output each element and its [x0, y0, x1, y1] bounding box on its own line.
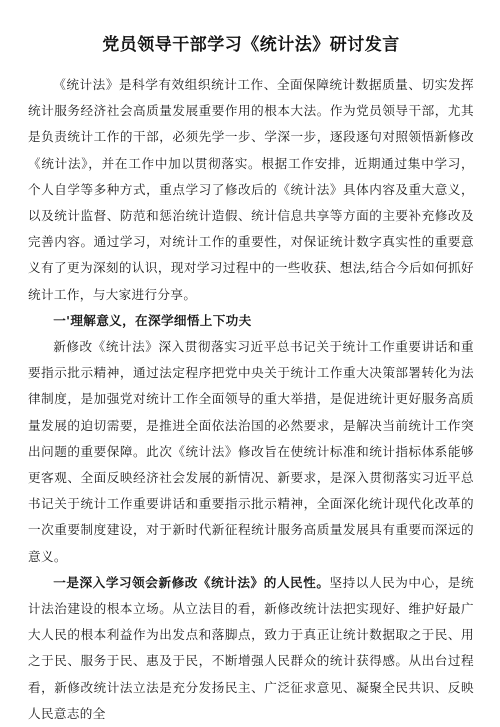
point-1-body: 坚持以人民为中心，是统计法治建设的根本立场。从立法目的看，新修改统计法把实现好、维护好最广大人民的根本利益作为出发点和落脚点，致力于真正让统计数据取之于民、用之于民、服务于民、惠及于民，不断增强人民群众的统计获得感。从出台过程看，新修改统计法立法是充分发扬民主、广泛征求意见、凝聚全民共识、反映人民意志的全 [28, 574, 474, 721]
point-1-lead: 一是深入学习领会新修改《统计法》的人民性。 [53, 574, 330, 590]
section-heading-1: 一'理解意义，在深学细悟上下功夫 [53, 312, 252, 328]
point-1-paragraph [28, 570, 474, 727]
section-1-paragraph: 新修改《统计法》深入贯彻落实习近平总书记关于统计工作重要讲话和重要指示批示精神，通过法定程序把党中央关于统计工作重大决策部署转化为法律制度，是加强党对统计工作全面领导的重大举措，是促进统计更好服务高质量发展的迫切需要，是推进全面依法治国的必然要求，是解决当前统计工作突出问题的重要保障。此次《统计法》修改旨在使统计标准和统计指标体系能够更客观、全面反映经济社会发展的新情况、新要求，是深入贯彻落实习近平总书记关于统计工作重要讲话和重要指示批示精神，全面深化统计现代化改革的一次重要制度建设，对于新时代新征程统计服务高质量发展具有重要而深远的意义。 [28, 339, 474, 564]
intro-paragraph: 《统计法》是科学有效组织统计工作、全面保障统计数据质量、切实发挥统计服务经济社会高质量发展重要作用的根本大法。作为党员领导干部，尤其是负责统计工作的干部，必须先学一步、学深一步，逐段逐句对照领悟新修改《统计法》，并在工作中加以贯彻落实。根据工作安排，近期通过集中学习，个人自学等多种方式，重点学习了修改后的《统计法》具体内容及重大意义，以及统计监督、防范和惩治统计造假、统计信息共享等方面的主要补充修改及完善内容。通过学习，对统计工作的重要性，对保证统计数字真实性的重要意义有了更为深刻的认识，现对学习过程中的一些收获、想法,结合今后如何抓好统计工作，与大家进行分享。 [28, 77, 474, 302]
document-title: 党员领导干部学习《统计法》研讨发言 [102, 35, 400, 55]
